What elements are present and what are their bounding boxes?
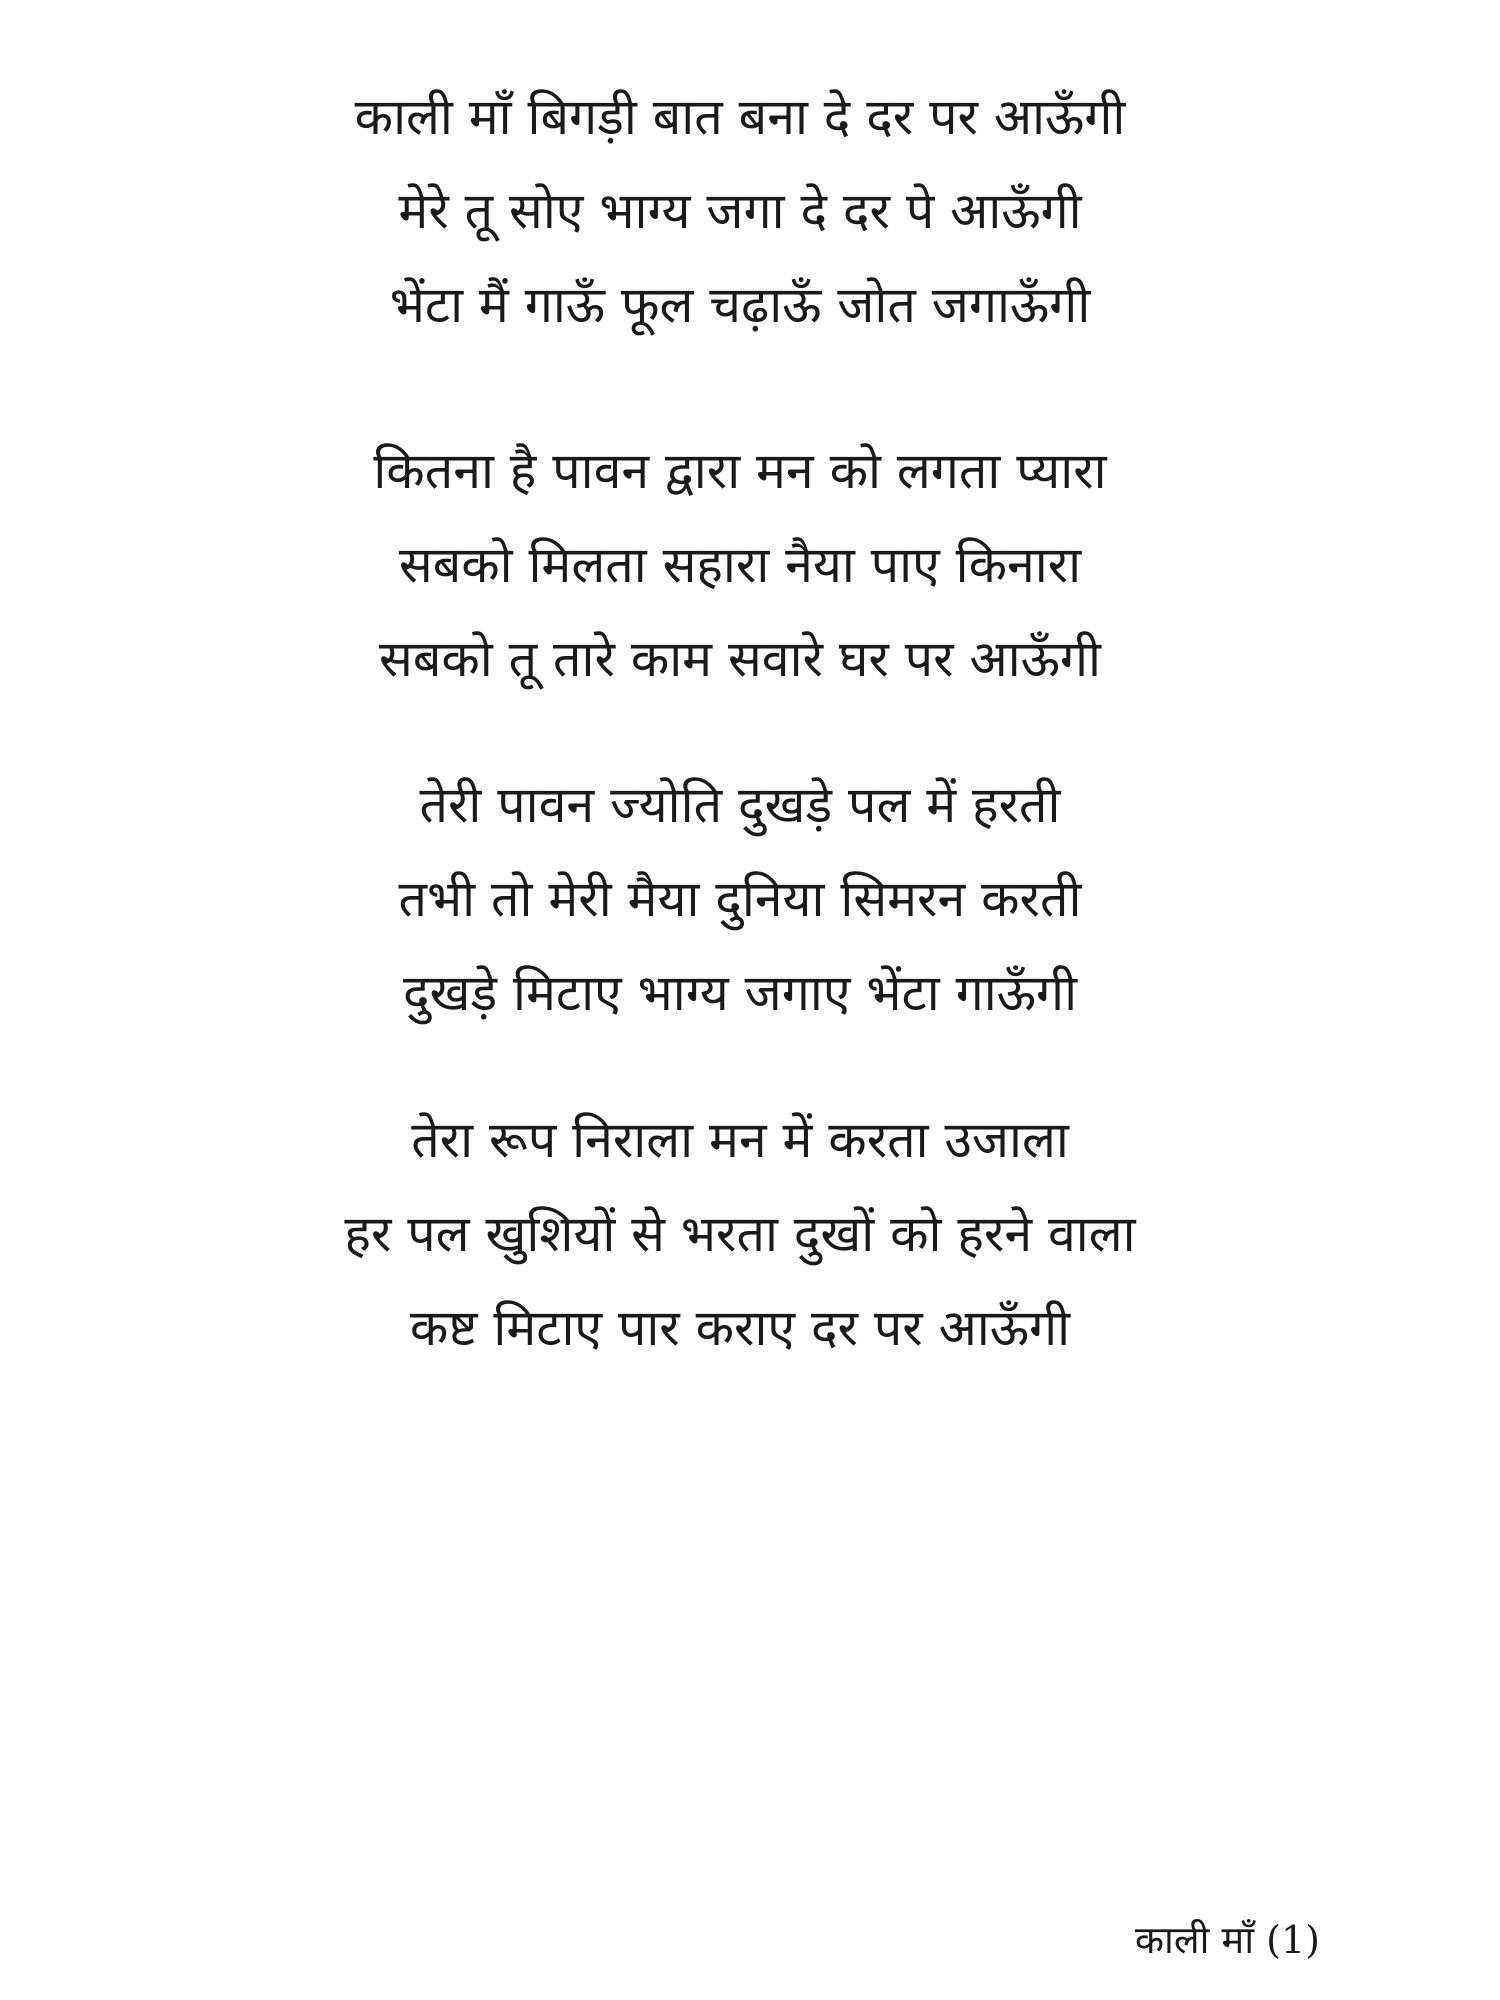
lyric-line: कष्ट मिटाए पार कराए दर पर आऊँगी [409,1299,1071,1357]
lyric-line: कितना है पावन द्वारा मन को लगता प्यारा [373,442,1107,500]
lyric-line: मेरे तू सोए भाग्य जगा दे दर पे आऊँगी [398,182,1082,240]
lyric-line: काली माँ बिगड़ी बात बना दे दर पर आऊँगी [354,88,1126,146]
stanza-2 [0,424,1500,706]
lyric-line: तभी तो मेरी मैया दुनिया सिमरन करती [398,870,1082,928]
lyric-line: सबको मिलता सहारा नैया पाए किनारा [398,536,1082,594]
page-footer-label: काली माँ (1) [1134,1918,1320,1962]
lyric-line: सबको तू तारे काम सवारे घर पर आऊँगी [379,630,1101,688]
stanza-1 [0,70,1500,352]
lyric-line: तेरी पावन ज्योति दुखड़े पल में हरती [419,776,1061,834]
lyric-line: भेंटा मैं गाऊँ फूल चढ़ाऊँ जोत जगाऊँगी [389,276,1091,334]
lyric-line: दुखड़े मिटाए भाग्य जगाए भेंटा गाऊँगी [402,964,1078,1022]
stanza-4 [0,1093,1500,1375]
lyric-line: तेरा रूप निराला मन में करता उजाला [411,1111,1069,1169]
lyric-line: हर पल खुशियों से भरता दुखों को हरने वाला [344,1205,1136,1263]
stanza-3 [0,758,1500,1040]
